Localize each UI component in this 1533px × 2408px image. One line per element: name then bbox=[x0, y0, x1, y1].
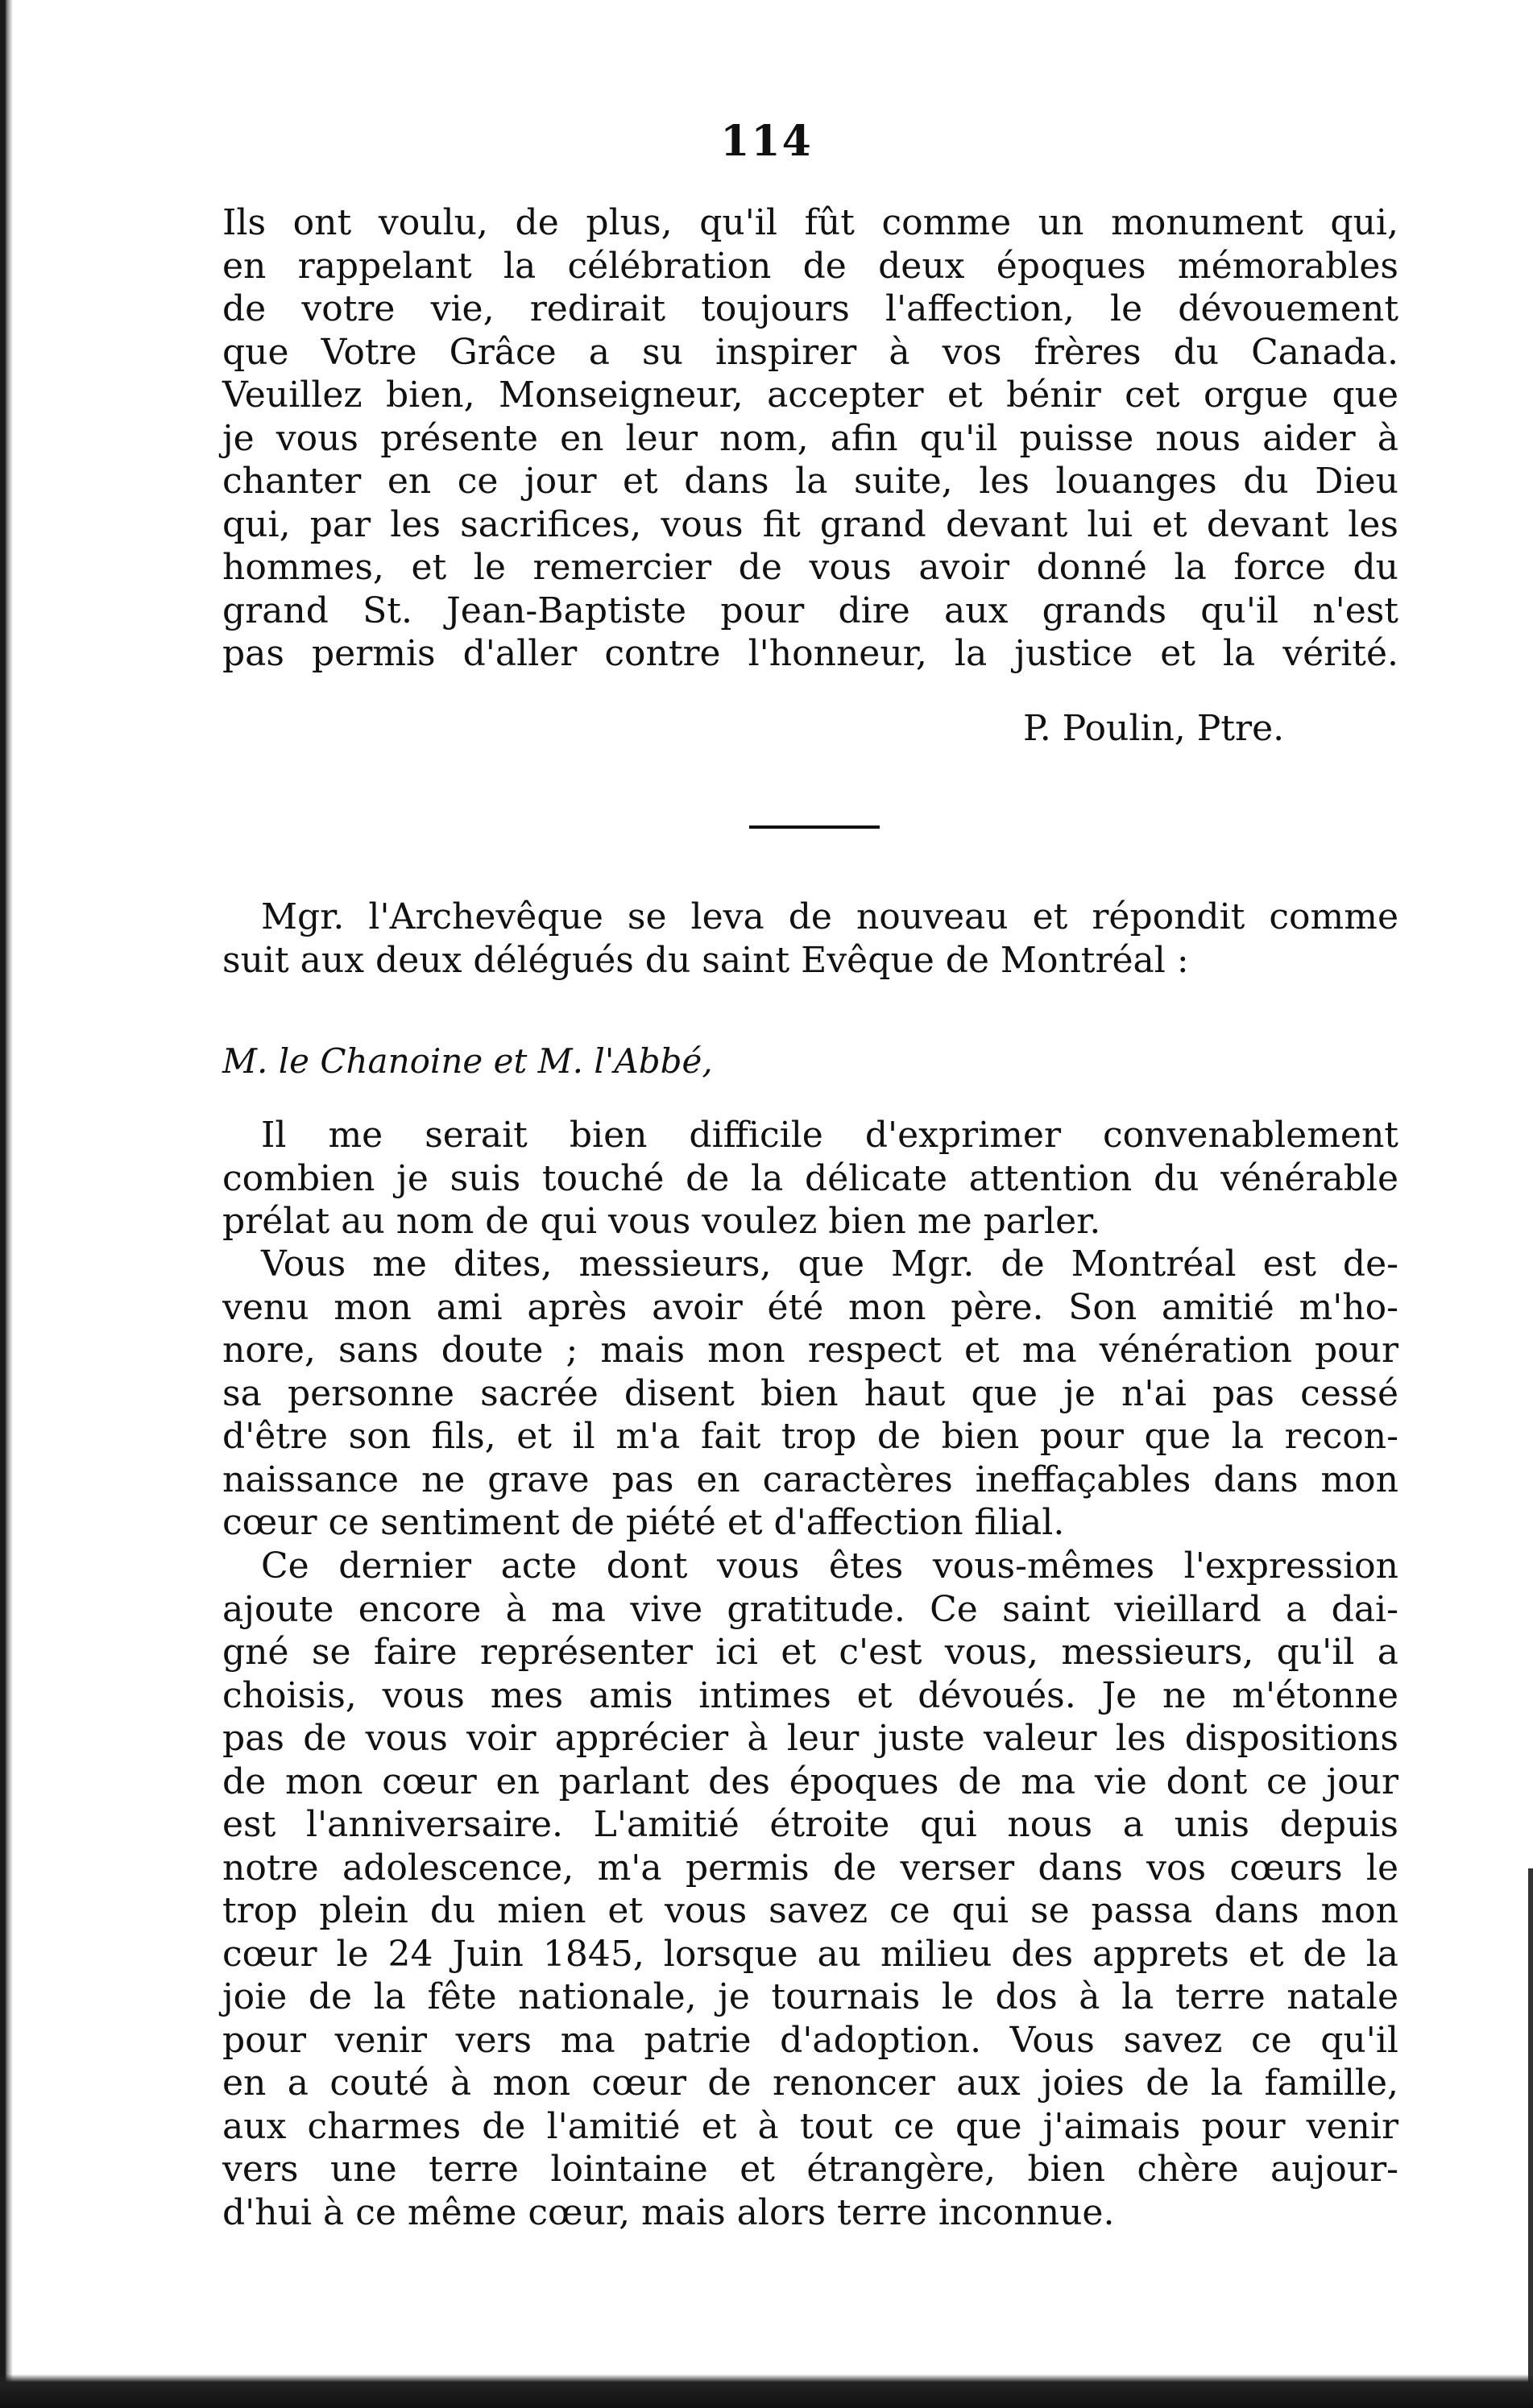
letter-continuation bbox=[222, 201, 1398, 676]
text-line: Mgr. l'Archevêque se leva de nouveau et répondit comme bbox=[261, 896, 1398, 937]
text-line: vers une terre lointaine et étrangère, bien chère aujour- bbox=[222, 2149, 1398, 2190]
scan-left-edge bbox=[0, 0, 13, 2408]
text-line: naissance ne grave pas en caractères ineffaçables dans mon bbox=[222, 1458, 1398, 1500]
text-line: d'être son fils, et il m'a fait trop de bien pour que la recon- bbox=[222, 1416, 1398, 1457]
text-line: ajoute encore à ma vive gratitude. Ce saint vieillard a dai- bbox=[222, 1588, 1398, 1630]
text-line: Il me serait bien difficile d'exprimer convenablement bbox=[261, 1115, 1398, 1156]
text-line: Vous me dites, messieurs, que Mgr. de Montréal est de- bbox=[261, 1243, 1398, 1285]
text-line: nore, sans doute ; mais mon respect et ma vénération pour bbox=[222, 1330, 1398, 1371]
text-line: suit aux deux délégués du saint Evêque de Montréal : bbox=[222, 939, 1189, 981]
text-line: qui, par les sacrifices, vous fit grand devant lui et devant les bbox=[222, 503, 1398, 545]
text-line: joie de la fête nationale, je tournais le dos à la terre natale bbox=[222, 1976, 1398, 2017]
intro-paragraph bbox=[222, 896, 1398, 982]
text-line: sa personne sacrée disent bien haut que je n'ai pas cessé bbox=[222, 1372, 1398, 1414]
scan-right-edge bbox=[1528, 1868, 1533, 2384]
text-line: notre adolescence, m'a permis de verser dans vos cœurs le bbox=[222, 1847, 1398, 1889]
text-line: Ils ont voulu, de plus, qu'il fût comme un monument qui, bbox=[222, 202, 1398, 243]
reply-paragraph-2 bbox=[222, 1243, 1398, 1545]
text-line: trop plein du mien et vous savez ce qui se passa dans mon bbox=[222, 1890, 1398, 1931]
text-line: venu mon ami après avoir été mon père. Son amitié m'ho- bbox=[222, 1286, 1398, 1328]
text-line: pas permis d'aller contre l'honneur, la justice et la vérité. bbox=[222, 633, 1398, 674]
text-line: hommes, et le remercier de vous avoir donné la force du bbox=[222, 547, 1398, 588]
text-line: grand St. Jean-Baptiste pour dire aux grands qu'il n'est bbox=[222, 590, 1398, 631]
page-number: 114 bbox=[720, 117, 813, 166]
text-line: prélat au nom de qui vous voulez bien me parler. bbox=[222, 1201, 1101, 1242]
salutation: M. le Chanoine et M. l'Abbé, bbox=[222, 1041, 713, 1081]
text-line: cœur le 24 Juin 1845, lorsque au milieu des apprets et de la bbox=[222, 1933, 1398, 1975]
reply-paragraph-3 bbox=[222, 1545, 1398, 2234]
text-line: en rappelant la célébration de deux époques mémorables bbox=[222, 245, 1398, 287]
text-line: Ce dernier acte dont vous êtes vous-mêmes l'expression bbox=[261, 1545, 1398, 1587]
text-line: d'hui à ce même cœur, mais alors terre inconnue. bbox=[222, 2191, 1115, 2233]
text-line: Veuillez bien, Monseigneur, accepter et bénir cet orgue que bbox=[222, 374, 1398, 416]
scan-bottom-edge bbox=[0, 2374, 1533, 2408]
text-line: chanter en ce jour et dans la suite, les louanges du Dieu bbox=[222, 461, 1398, 502]
text-line: choisis, vous mes amis intimes et dévoués. Je ne m'étonne bbox=[222, 1674, 1398, 1716]
text-line: je vous présente en leur nom, afin qu'il puisse nous aider à bbox=[222, 417, 1398, 459]
text-line: combien je suis touché de la délicate attention du vénérable bbox=[222, 1157, 1398, 1199]
text-line: cœur ce sentiment de piété et d'affection filial. bbox=[222, 1502, 1065, 1543]
text-line: gné se faire représenter ici et c'est vous, messieurs, qu'il a bbox=[222, 1632, 1398, 1673]
text-line: en a couté à mon cœur de renoncer aux joies de la famille, bbox=[222, 2063, 1398, 2104]
text-line: pas de vous voir apprécier à leur juste valeur les dispositions bbox=[222, 1718, 1398, 1759]
text-line: de mon cœur en parlant des époques de ma vie dont ce jour bbox=[222, 1760, 1398, 1802]
signature: P. Poulin, Ptre. bbox=[1023, 708, 1285, 749]
text-line: aux charmes de l'amitié et à tout ce que j'aimais pour venir bbox=[222, 2105, 1398, 2147]
reply-paragraph-1 bbox=[222, 1114, 1398, 1243]
text-line: de votre vie, redirait toujours l'affection, le dévouement bbox=[222, 288, 1398, 329]
text-line: est l'anniversaire. L'amitié étroite qui nous a unis depuis bbox=[222, 1804, 1398, 1845]
text-line: pour venir vers ma patrie d'adoption. Vous savez ce qu'il bbox=[222, 2019, 1398, 2061]
section-divider bbox=[749, 825, 880, 829]
text-line: que Votre Grâce a su inspirer à vos frères du Canada. bbox=[222, 331, 1398, 373]
